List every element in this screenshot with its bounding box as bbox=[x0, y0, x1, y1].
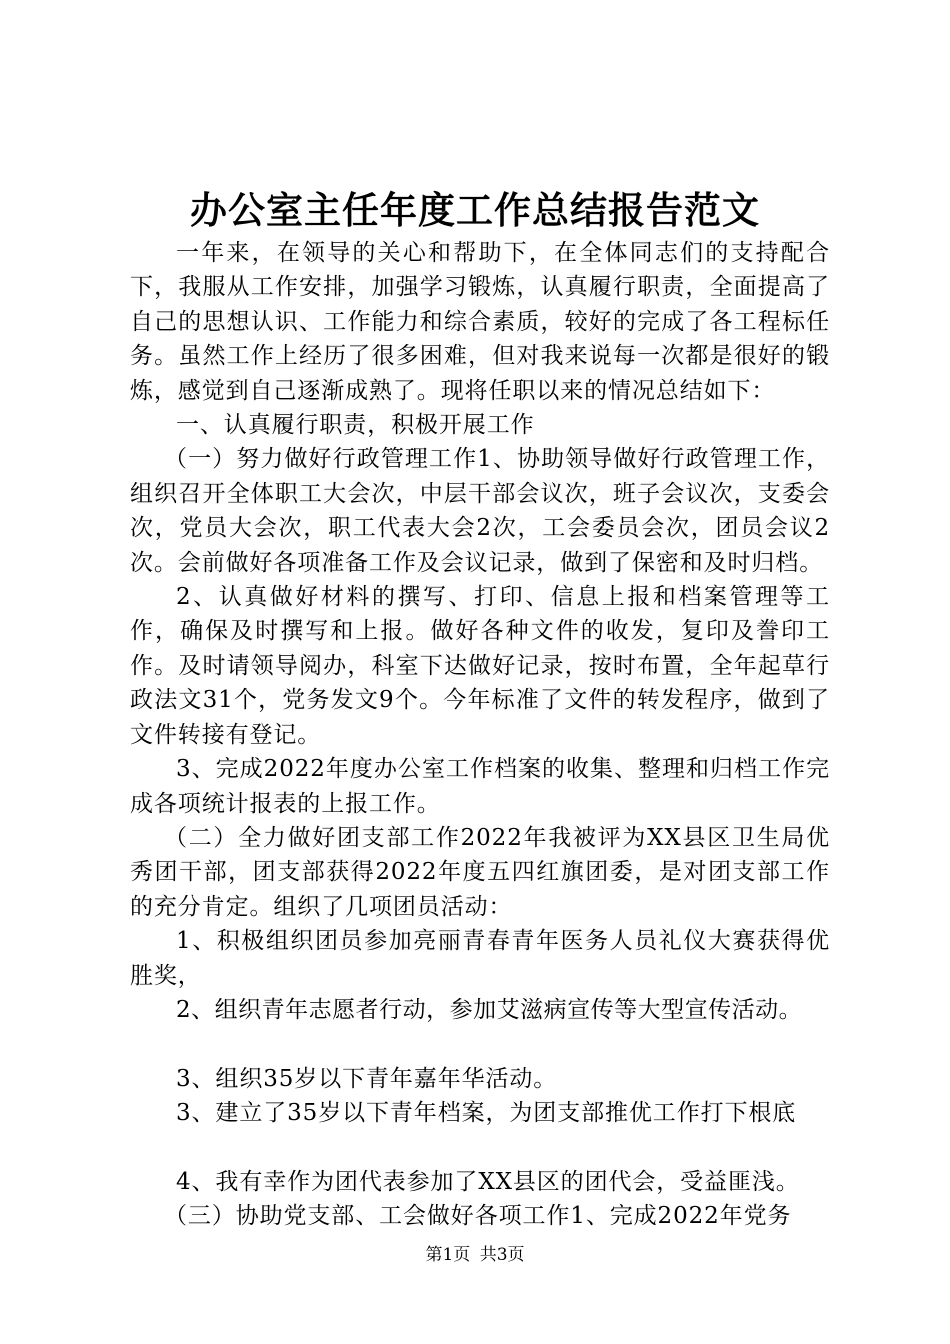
paragraph-archives: 3、完成2022年度办公室工作档案的收集、整理和归档工作完成各项统计报表的上报工作。 bbox=[130, 756, 830, 817]
blank-line bbox=[130, 1027, 830, 1061]
list-item-3a: 3、组织35岁以下青年嘉年华活动。 bbox=[176, 1065, 558, 1092]
list-item-2: 2、组织青年志愿者行动，参加艾滋病宣传等大型宣传活动。 bbox=[176, 996, 803, 1023]
paragraph-intro: 一年来，在领导的关心和帮助下，在全体同志们的支持配合下，我服从工作安排，加强学习锻炼，认真履行职责，全面提高了自己的思想认识、工作能力和综合素质，较好的完成了各工程标任务。虽然工作上经历了很多困难，但对我来说每一次都是很好的锻炼，感觉到自己逐渐成熟了。现将任职以来的情况总结如下： bbox=[130, 240, 830, 404]
list-item-3b: 3、建立了35岁以下青年档案，为团支部推优工作打下根底 bbox=[176, 1100, 797, 1127]
list-item-4: 4、我有幸作为团代表参加了XX县区的团代会，受益匪浅。 bbox=[176, 1168, 800, 1195]
page-number: 第1页 bbox=[425, 1245, 471, 1265]
paragraph-materials: 2、认真做好材料的撰写、打印、信息上报和档案管理等工作，确保及时撰写和上报。做好各种文件的收发，复印及誊印工作。及时请领导阅办，科室下达做好记录，按时布置，全年起草行政法文31个，党务发文9个。今年标准了文件的转发程序，做到了文件转接有登记。 bbox=[130, 584, 830, 748]
page-footer bbox=[0, 1243, 950, 1267]
list-item-1: 1、积极组织团员参加亮丽青春青年医务人员礼仪大赛获得优胜奖， bbox=[130, 928, 830, 989]
heading-section-1: 一、认真履行职责，积极开展工作 bbox=[176, 412, 535, 439]
paragraph-youth-league: （二）全力做好团支部工作2022年我被评为XX县区卫生局优秀团干部，团支部获得2022年度五四红旗团委，是对团支部工作的充分肯定。组织了几项团员活动： bbox=[130, 824, 830, 920]
paragraph-party-union: （三）协助党支部、工会做好各项工作1、完成2022年党务 bbox=[164, 1203, 792, 1230]
document-body bbox=[130, 236, 830, 1234]
blank-line bbox=[130, 1131, 830, 1165]
page-title: 办公室主任年度工作总结报告范文 bbox=[190, 188, 760, 232]
paragraph-admin-work: （一）努力做好行政管理工作1、协助领导做好行政管理工作，组织召开全体职工大会次，中层干部会议次，班子会议次，支委会次，党员大会次，职工代表大会2次，工会委员会次，团员会议2次。会前做好各项准备工作及会议记录，做到了保密和及时归档。 bbox=[130, 446, 830, 576]
page-total: 共3页 bbox=[479, 1245, 525, 1265]
